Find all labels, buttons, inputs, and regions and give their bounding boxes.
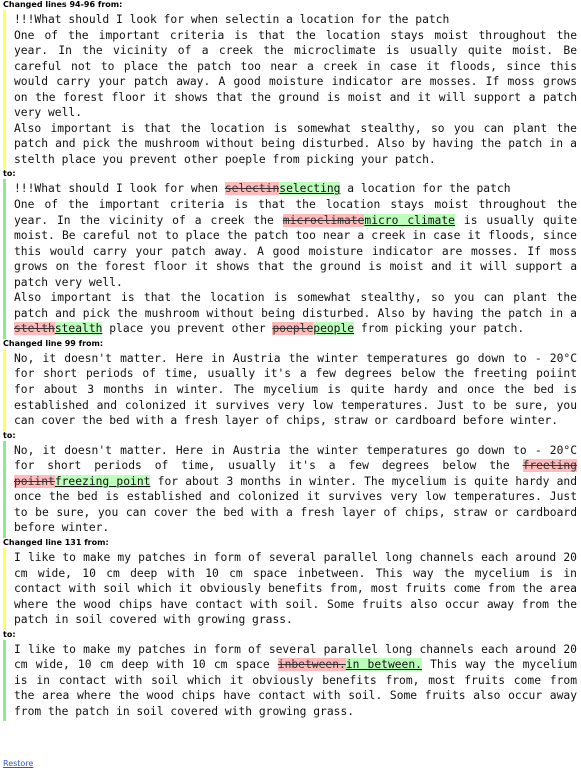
diff-section [0,339,581,538]
old-paragraph: !!!What should I look for when selectin a location for the patch [14,13,450,26]
unchanged-text: a location for the patch [340,182,511,196]
old-paragraph: I like to make my patches in form of several parallel long channels each around 20 cm wide, 10 cm deep with 10 cm space inbetween. This way the mycelium is in contact with soil which it obviously benefits from, most fruits come from the area where the wood chips have contact with soil. Some fruits also occur away from the patch in soil covered with growing grass. [14,550,577,627]
old-text-block [3,548,577,630]
old-text-block [3,10,577,169]
new-paragraph [14,642,577,720]
inserted-text: freezing point [54,474,151,488]
to-label: to: [3,629,16,639]
inserted-text: stealth [54,322,103,336]
deleted-text: stelth [14,322,55,336]
unchanged-text: This way the mycelium is in contact with soil which it obviously benefits from, most fruits come from the area where the wood chips have contact with soil. Some fruits also occur away from the patch in soil covered with growing grass. [14,658,577,718]
unchanged-text: for about 3 months in winter. The mycelium is quite hardy and once the bed is established and colonized it survives very low temperatures. Just to be sure, you can cover the bed with a fresh layer of chips, straw or cardboard before winter. [14,474,577,535]
inserted-text: in between. [345,658,422,672]
new-paragraph [14,290,577,337]
deleted-text: poeple [272,322,314,336]
change-header: Changed lines 94-96 from: [3,0,123,9]
deleted-text: freeting poiint [14,459,577,488]
deleted-text: microclimate [282,213,365,227]
new-text-block [3,179,577,338]
deleted-text: selectin [224,182,280,196]
inserted-text: micro climate [364,213,455,227]
new-text-block [3,640,577,722]
diff-section [0,0,581,339]
unchanged-text: place you prevent other [102,322,273,336]
deleted-text: inbetween. [277,658,346,672]
unchanged-text: is usually quite moist. Be careful not to place the patch too near a creek in case it floods, since this would carry your patch away. A good moisture indicator are mosses. If moss grows on the forest floor it shows that the ground is moist and it will support a patch very well. [14,213,577,289]
change-header: Changed line 131 from: [3,537,109,547]
new-text-block [3,441,577,538]
unchanged-text: One of the important criteria is that the location stays moist throughout the year. In the vicinity of a creek the [14,198,577,227]
old-text-block [3,349,577,431]
to-label: to: [3,169,16,179]
unchanged-text: !!!What should I look for when [14,182,225,196]
to-label: to: [3,430,16,440]
unchanged-text: Also important is that the location is somewhat stealthy, so you can plant the patch and pick the mushroom without being disturbed. Also by having the patch in a [14,291,577,320]
change-header: Changed line 99 from: [3,338,104,348]
inserted-text: people [313,322,355,336]
unchanged-text: from picking your patch. [354,322,525,336]
unchanged-text: No, it doesn't matter. Here in Austria the winter temperatures go down to - 20°C for short periods of time, usually it's a few degrees below the [14,443,577,473]
new-paragraph [14,197,577,290]
inserted-text: selecting [279,182,341,196]
new-paragraph [14,181,577,197]
old-paragraph: No, it doesn't matter. Here in Austria the winter temperatures go down to - 20°C for short periods of time, usually it's a few degrees below the freeting poiint for about 3 months in winter. The mycelium is quite hardy and once the bed is established and colonized it survives very low temperatures. Just to be sure, you can cover the bed with a fresh layer of chips, straw or cardboard before winter. [14,351,577,428]
restore-link[interactable]: Restore [3,759,34,768]
old-paragraph: One of the important criteria is that the location stays moist throughout the year. In the vicinity of a creek the microclimate is usually quite moist. Be careful not to place the patch too near a creek in case it floods, since this would carry your patch away. A good moisture indicator are mosses. If moss grows on the forest floor it shows that the ground is moist and it will support a patch very well. [14,28,577,120]
diff-section [0,538,581,721]
unchanged-text: I like to make my patches in form of several parallel long channels each around 20 cm wide, 10 cm deep with 10 cm space [14,642,577,672]
new-paragraph [14,443,577,536]
old-paragraph: Also important is that the location is somewhat stealthy, so you can plant the patch and pick the mushroom without being disturbed. Also by having the patch in a stelth place you prevent other poeple from picking your patch. [14,121,577,166]
